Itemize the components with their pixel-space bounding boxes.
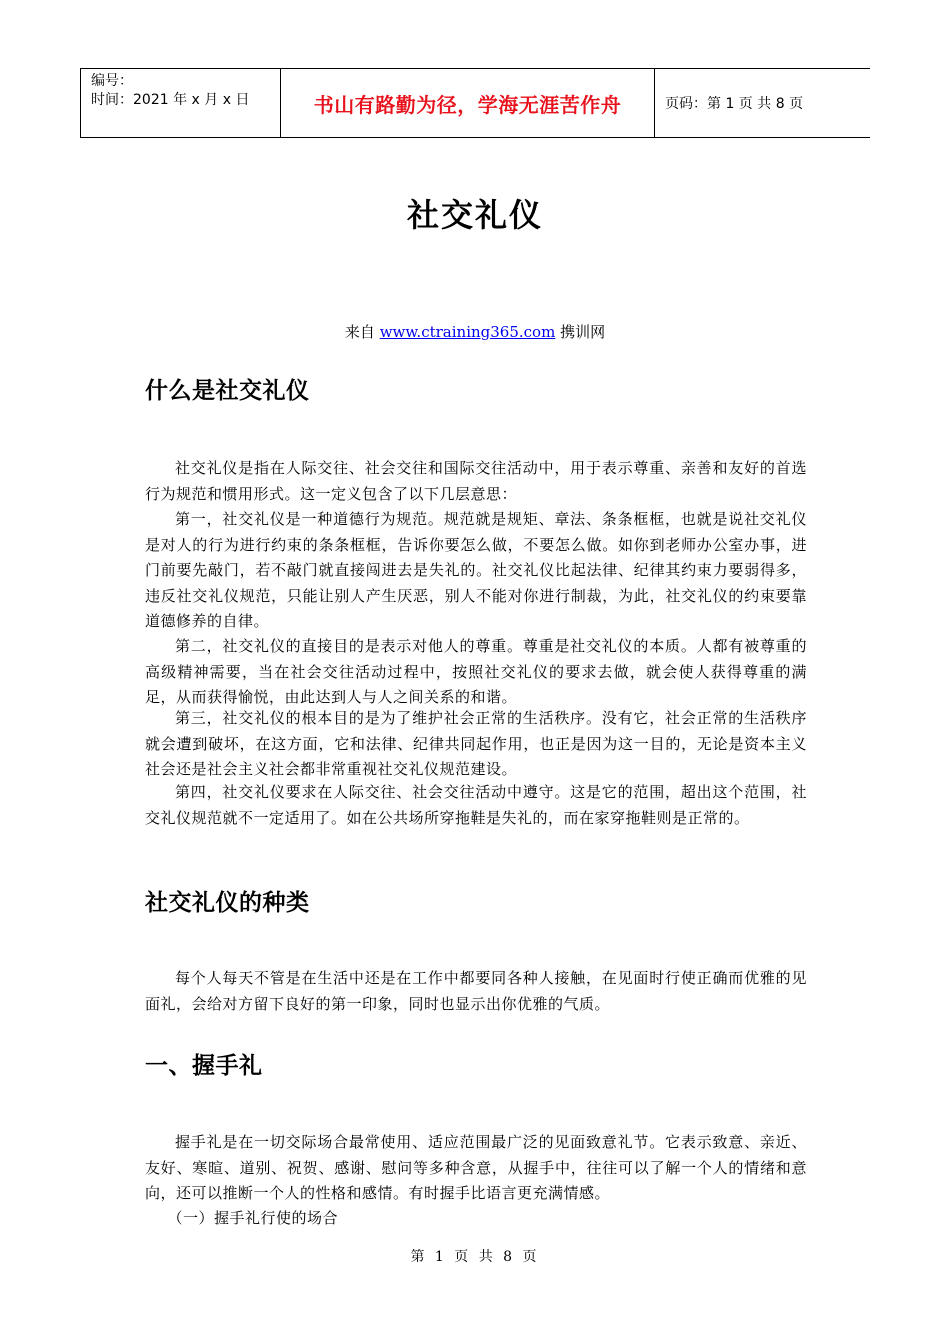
document-title: 社交礼仪 [406, 196, 543, 234]
page-info: 页码：第 1 页 共 8 页 [665, 96, 804, 112]
time-label: 时间：2021 年 x 月 x 日 [91, 92, 250, 108]
section-heading-handshake: 一、握手礼 [145, 1053, 263, 1079]
paragraph: 第四，社交礼仪要求在人际交往、社会交往活动中遵守。这是它的范围，超出这个范围，社交礼仪规范就不一定适用了。如在公共场所穿拖鞋是失礼的，而在家穿拖鞋则是正常的。 [145, 783, 807, 827]
section-heading-what-is: 什么是社交礼仪 [145, 378, 310, 404]
document-header [80, 68, 870, 138]
source-line [0, 321, 950, 342]
paragraph: 第二，社交礼仪的直接目的是表示对他人的尊重。尊重是社交礼仪的本质。人都有被尊重的高级精神需要，当在社会交往活动过程中，按照社交礼仪的要求去做，就会使人获得尊重的满足，从而获得愉悦，由此达到人与人之间关系的和谐。 [145, 637, 807, 706]
number-label: 编号： [91, 73, 133, 89]
paragraph: 握手礼是在一切交际场合最常使用、适应范围最广泛的见面致意礼节。它表示致意、亲近、友好、寒暄、道别、祝贺、感谢、慰问等多种含意，从握手中，往往可以了解一个人的情绪和意向，还可以推断一个人的性格和感情。有时握手比语言更充满情感。 [145, 1133, 807, 1202]
source-prefix: 来自 [344, 323, 380, 341]
paragraph: 社交礼仪是指在人际交往、社会交往和国际交往活动中，用于表示尊重、亲善和友好的首选行为规范和惯用形式。这一定义包含了以下几层意思： [145, 459, 807, 503]
paragraph: 第三，社交礼仪的根本目的是为了维护社会正常的生活秩序。没有它，社会正常的生活秩序就会遭到破坏，在这方面，它和法律、纪律共同起作用，也正是因为这一目的，无论是资本主义社会还是社会主义社会都非常重视社交礼仪规范建设。 [145, 709, 807, 778]
section-heading-types: 社交礼仪的种类 [145, 890, 310, 916]
source-link[interactable]: www.ctraining365.com [379, 323, 556, 341]
page-footer: 第 1 页 共 8 页 [410, 1249, 540, 1265]
motto: 书山有路勤为径，学海无涯苦作舟 [280, 69, 655, 137]
header-meta-cell [80, 69, 280, 137]
paragraph: 第一，社交礼仪是一种道德行为规范。规范就是规矩、章法、条条框框，也就是说社交礼仪是对人的行为进行约束的条条框框，告诉你要怎么做，不要怎么做。如你到老师办公室办事，进门前要先敲门，若不敲门就直接闯进去是失礼的。社交礼仪比起法律、纪律其约束力要弱得多，违反社交礼仪规范，只能让别人产生厌恶，别人不能对你进行制裁，为此，社交礼仪的约束要靠道德修养的自律。 [145, 510, 807, 630]
paragraph: 每个人每天不管是在生活中还是在工作中都要同各种人接触，在见面时行使正确而优雅的见面礼，会给对方留下良好的第一印象，同时也显示出你优雅的气质。 [145, 969, 807, 1013]
subheading-paragraph: （一）握手礼行使的场合 [167, 1209, 339, 1227]
source-suffix: 携训网 [555, 323, 606, 341]
